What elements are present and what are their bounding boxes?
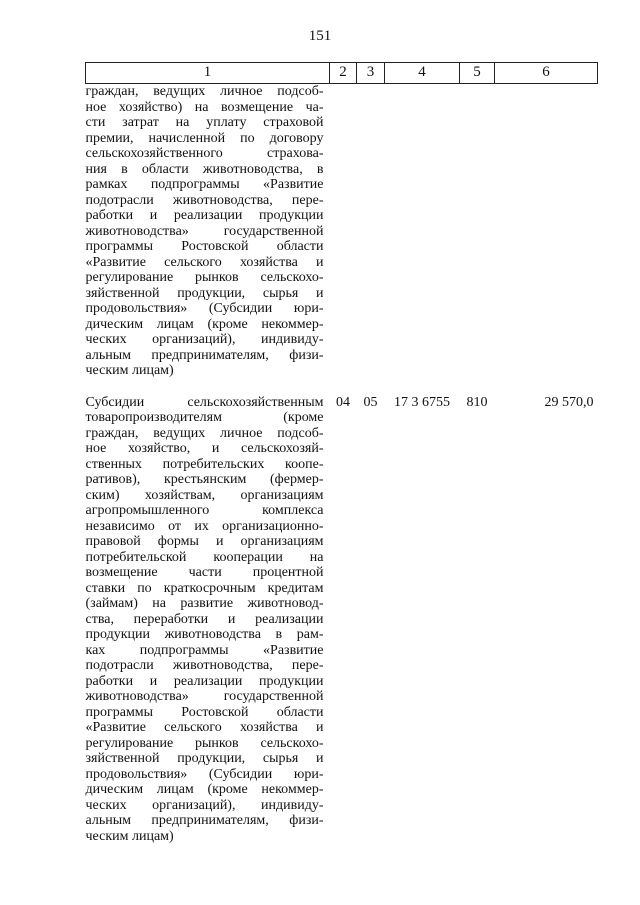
description-line: ческих организаций), индивиду- [85, 797, 324, 813]
description-line: (займам) на развитие животновод- [85, 596, 324, 611]
description-line: правовой формы и организациям [85, 534, 324, 549]
description-line: подотрасли животноводства, пере- [85, 658, 324, 673]
description-line: зяйственной продукции, сырья и [85, 751, 324, 766]
target-article-code: 17 3 6755 [394, 394, 450, 410]
description-line: товаропроизводителям (кроме [85, 410, 324, 425]
description-line: дическим лицам (кроме некоммер- [85, 316, 324, 332]
description-line: ное хозяйство, и сельскохозяй- [85, 441, 324, 456]
table-header-row [86, 63, 598, 84]
description-line: программы Ростовской области [85, 704, 324, 720]
description-line: альным предпринимателям, физи- [85, 813, 324, 828]
description-line: «Развитие сельского хозяйства и [85, 254, 324, 270]
description-line: возмещение части процентной [85, 565, 324, 580]
table-row [86, 84, 598, 379]
column-header-4: 4 [385, 63, 460, 84]
column-header-3: 3 [357, 63, 385, 84]
description-line: работки и реализации продукции [85, 208, 324, 223]
description-line: «Развитие сельского хозяйства и [85, 720, 324, 735]
description-line: граждан, ведущих личное подсоб- [85, 425, 324, 441]
description-line: продовольствия» (Субсидии юри- [85, 766, 324, 782]
page-number: 151 [308, 28, 332, 44]
row-description [86, 84, 330, 379]
column-header-6: 6 [495, 63, 598, 84]
amount-value: 29 570,0 [544, 394, 594, 410]
column-header-1: 1 [86, 63, 330, 84]
description-line: сельскохозяйственного страхова- [85, 146, 324, 161]
description-line: ским) хозяйствам, организациям [85, 487, 324, 503]
section-code: 04 [336, 394, 350, 410]
description-line: регулирование рынков сельскохо- [85, 270, 324, 285]
amount-value [495, 84, 598, 379]
description-line: альным предпринимателям, физи- [85, 347, 324, 363]
description-line: сти затрат на уплату страховой [85, 115, 324, 130]
subsection-code: 05 [363, 394, 378, 410]
description-line: агропромышленного комплекса [85, 503, 324, 518]
description-line: ративов), крестьянским (фермер- [85, 472, 324, 487]
description-line: ческим лицам) [85, 363, 174, 378]
expense-type-code: 810 [466, 394, 488, 410]
section-code [330, 84, 357, 379]
description-line: премии, начисленной по договору [85, 130, 324, 146]
column-header-2: 2 [330, 63, 357, 84]
description-line: рамках подпрограммы «Развитие [85, 177, 324, 192]
description-line: зяйственной продукции, сырья и [85, 285, 324, 301]
description-line: независимо от их организационно- [85, 518, 324, 534]
description-line: животноводства» государственной [85, 689, 324, 704]
description-line: продовольствия» (Субсидии юри- [85, 301, 324, 316]
description-line: продукции животноводства в рам- [85, 627, 324, 642]
description-line: регулирование рынков сельскохо- [85, 735, 324, 751]
target-article-code [385, 84, 460, 379]
description-line: потребительской кооперации на [85, 549, 324, 565]
description-line: граждан, ведущих личное подсоб- [85, 84, 324, 99]
table-row [86, 379, 598, 845]
description-line: программы Ростовской области [85, 239, 324, 254]
description-line: дическим лицам (кроме некоммер- [85, 782, 324, 797]
description-line: ственных потребительских коопе- [85, 456, 324, 472]
budget-table [85, 62, 598, 844]
description-line: ческим лицам) [85, 828, 174, 844]
expense-type-code [460, 84, 495, 379]
description-line: животноводства» государственной [85, 223, 324, 239]
description-line: работки и реализации продукции [85, 673, 324, 689]
column-header-5: 5 [460, 63, 495, 84]
description-line: ства, переработки и реализации [85, 611, 324, 627]
subsection-code [357, 84, 385, 379]
description-line: Субсидии сельскохозяйственным [85, 394, 324, 410]
description-line: подотрасли животноводства, пере- [85, 192, 324, 208]
row-description [86, 379, 330, 845]
description-line: ках подпрограммы «Развитие [85, 642, 324, 658]
description-line: ное хозяйство) на возмещение ча- [85, 99, 324, 115]
description-line: ставки по краткосрочным кредитам [85, 580, 324, 596]
description-line: ческих организаций), индивиду- [85, 332, 324, 347]
description-line: ния в области животноводства, в [85, 161, 324, 177]
